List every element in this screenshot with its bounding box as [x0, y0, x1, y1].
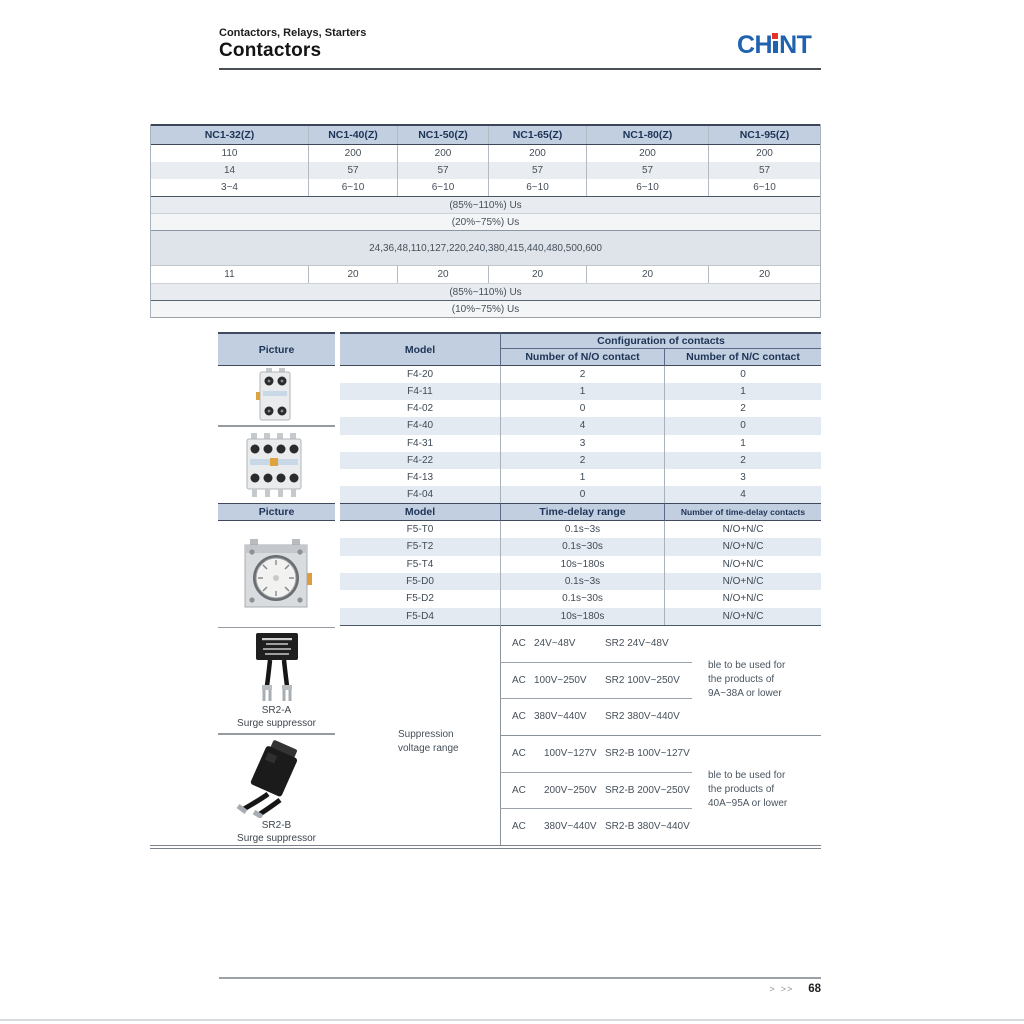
no-cell: 1 [500, 469, 664, 486]
contacts-cell: N/O+N/C [664, 538, 821, 555]
delay-model-header: Model [340, 503, 500, 521]
table-cell: 6~10 [708, 179, 820, 196]
nc-cell: 2 [664, 400, 821, 417]
range-cell: 0.1s~3s [500, 521, 664, 538]
table-row [151, 266, 820, 283]
model-cell: F5-T4 [406, 558, 434, 570]
table-cell: 57 [308, 162, 397, 179]
ac-label: AC [512, 638, 526, 649]
suppressor-model: SR2 24V~48V [605, 638, 669, 649]
table-cell: 200 [488, 145, 586, 162]
delay-picture-header: Picture [218, 503, 335, 521]
time-delay-head-picture [240, 535, 312, 615]
no-cell: 2 [500, 452, 664, 469]
model-cell: F4-02 [406, 403, 434, 415]
table-row [340, 590, 821, 607]
logo-i-stem [773, 41, 778, 53]
table-cell: 110 [221, 148, 238, 159]
next-page-icon: > [769, 984, 775, 994]
nc-cell: 3 [664, 469, 821, 486]
no-cell: 4 [500, 417, 664, 434]
nc-cell: 4 [664, 486, 821, 503]
no-cell: 0 [500, 486, 664, 503]
sr2a-picture [246, 632, 308, 704]
table-row [151, 145, 820, 162]
table-row [340, 383, 821, 400]
table-cell: 57 [397, 162, 488, 179]
note-line: the products of [708, 784, 775, 795]
table-row [340, 521, 821, 538]
footer-nav [219, 983, 821, 995]
surge-row [500, 698, 821, 735]
ac-label: AC [512, 784, 526, 796]
table-cell: 11 [224, 269, 235, 280]
ratings-header-cell: NC1-40(Z) [308, 126, 397, 144]
model-cell: F4-11 [407, 386, 433, 398]
note-line: the products of [708, 674, 775, 685]
ac-label: AC [512, 748, 526, 759]
table-row [340, 366, 821, 383]
range-cell: 0.1s~3s [500, 573, 664, 590]
surge-row [500, 735, 821, 772]
contacts-cell: N/O+N/C [664, 556, 821, 573]
note-line: ble to be used for [708, 770, 786, 781]
divider [218, 733, 335, 735]
page-edge-line [0, 1019, 1024, 1021]
model-cell: F4-13 [406, 471, 434, 483]
model-cell: F5-D4 [406, 610, 434, 622]
table-row [340, 556, 821, 573]
model-cell: F4-20 [406, 369, 434, 381]
table-row [340, 452, 821, 469]
suppressor-type: Surge suppressor [237, 718, 316, 729]
last-page-icon: >> [780, 984, 794, 994]
aux-contact-4pole-picture [244, 432, 304, 498]
voltage-range: 380V~440V [534, 711, 587, 722]
ratings-header-cell: NC1-95(Z) [708, 126, 820, 144]
sr2a-caption [218, 704, 335, 730]
table-row [340, 469, 821, 486]
suppressor-model: SR2 380V~440V [605, 711, 680, 722]
contacts-nc-header: Number of N/C contact [664, 349, 821, 366]
range-cell: 10s~180s [500, 608, 664, 625]
voltage-limit-row: (85%~110%) Us [151, 197, 820, 214]
suppressor-model: SR2-B 380V~440V [605, 821, 690, 832]
contacts-cell: N/O+N/C [664, 608, 821, 625]
logo-text-right: NT [779, 31, 812, 59]
voltage-range: 100V~250V [534, 674, 587, 686]
suppressor-model: SR2-B 100V~127V [605, 748, 690, 759]
table-cell: 20 [586, 266, 708, 283]
suppressor-type: Surge suppressor [237, 833, 316, 844]
table-row [340, 608, 821, 625]
table-cell: 3~4 [221, 182, 238, 193]
voltage-limit-row: (85%~110%) Us [151, 283, 820, 301]
model-cell: F4-22 [406, 454, 434, 466]
table-row [340, 417, 821, 434]
table-cell: 200 [708, 145, 820, 162]
delay-contacts-header: Number of time-delay contacts [664, 503, 821, 521]
table-row [151, 179, 820, 197]
contacts-no-header: Number of N/O contact [500, 349, 664, 366]
table-cell: 20 [308, 266, 397, 283]
delay-range-header: Time-delay range [500, 503, 664, 521]
sr2b-caption [218, 819, 335, 845]
no-cell: 0 [500, 400, 664, 417]
table-row [340, 435, 821, 452]
nc-cell: 2 [664, 452, 821, 469]
voltage-range: 24V~48V [534, 638, 576, 649]
table-cell: 57 [708, 162, 820, 179]
voltage-limit-row: (20%~75%) Us [151, 214, 820, 230]
table-cell: 57 [488, 162, 586, 179]
table-row [340, 573, 821, 590]
table-bottom-rule [150, 845, 821, 849]
suppressor-model: SR2-B 200V~250V [605, 784, 690, 796]
model-cell: F5-D2 [406, 593, 434, 605]
ac-label: AC [512, 821, 526, 832]
voltage-limit-row: (10%~75%) Us [151, 301, 820, 318]
model-cell: F5-D0 [406, 576, 434, 588]
logo-red-dot-icon [772, 33, 778, 39]
footer-rule [219, 977, 821, 979]
chint-logo [737, 31, 811, 60]
surge-row [500, 808, 821, 845]
voltage-range: 200V~250V [544, 784, 597, 796]
suppression-voltage-label: Suppression voltage range [398, 729, 459, 754]
contacts-config-header: Configuration of contacts [500, 332, 821, 349]
note-line: 9A~38A or lower [708, 688, 782, 699]
sr2b-picture [234, 738, 314, 818]
delay-table-body [340, 521, 821, 625]
contacts-cell: N/O+N/C [664, 521, 821, 538]
ac-label: AC [512, 711, 526, 722]
page-number: 68 [808, 983, 821, 995]
ratings-header-cell: NC1-32(Z) [204, 129, 255, 141]
range-cell: 0.1s~30s [500, 538, 664, 555]
suppressor-model: SR2 100V~250V [605, 674, 680, 686]
usage-note [708, 659, 826, 701]
range-cell: 10s~180s [500, 556, 664, 573]
nc-cell: 1 [664, 383, 821, 400]
note-line: 40A~95A or lower [708, 798, 788, 809]
ratings-header-cell: NC1-50(Z) [397, 126, 488, 144]
range-cell: 0.1s~30s [500, 590, 664, 607]
contacts-cell: N/O+N/C [664, 573, 821, 590]
table-cell: 6~10 [488, 179, 586, 196]
divider [218, 425, 335, 427]
model-cell: F5-T0 [406, 524, 434, 536]
model-cell: F4-31 [406, 437, 434, 449]
contacts-model-header: Model [340, 332, 500, 366]
table-cell: 6~10 [397, 179, 488, 196]
voltage-range: 100V~127V [544, 748, 597, 759]
ratings-header-cell: NC1-65(Z) [488, 126, 586, 144]
aux-contact-2pole-picture [255, 368, 295, 424]
coil-voltage-list: 24,36,48,110,127,220,240,380,415,440,480,500,600 [151, 230, 820, 266]
contacts-cell: N/O+N/C [664, 590, 821, 607]
suppressor-name: SR2-A [261, 705, 292, 716]
table-row [340, 486, 821, 503]
header-rule [219, 68, 821, 70]
table-cell: 6~10 [586, 179, 708, 196]
table-cell: 200 [586, 145, 708, 162]
accessories-section [218, 332, 821, 845]
table-cell: 200 [397, 145, 488, 162]
model-cell: F5-T2 [406, 541, 434, 553]
no-cell: 2 [500, 366, 664, 383]
model-cell: F4-40 [406, 420, 434, 432]
table-cell: 20 [708, 266, 820, 283]
no-cell: 1 [500, 383, 664, 400]
nc-cell: 0 [664, 417, 821, 434]
surge-row [500, 625, 821, 662]
note-line: ble to be used for [708, 660, 786, 671]
suppressor-name: SR2-B [261, 820, 292, 831]
ac-label: AC [512, 674, 526, 686]
contacts-picture-header: Picture [218, 332, 335, 366]
ratings-header-cell: NC1-80(Z) [586, 126, 708, 144]
model-cell: F4-04 [406, 488, 434, 500]
nc-cell: 1 [664, 435, 821, 452]
no-cell: 3 [500, 435, 664, 452]
voltage-range: 380V~440V [544, 821, 597, 832]
ratings-header-row [151, 124, 820, 145]
usage-note [708, 769, 826, 811]
nc-cell: 0 [664, 366, 821, 383]
logo-text-left: CH [737, 31, 773, 59]
contacts-table-body [340, 366, 821, 503]
ratings-table [150, 124, 821, 318]
divider [218, 627, 335, 628]
table-cell: 20 [397, 266, 488, 283]
table-cell: 200 [308, 145, 397, 162]
page-title: Contactors [219, 40, 322, 61]
table-cell: 20 [488, 266, 586, 283]
breadcrumb: Contactors, Relays, Starters [219, 27, 367, 39]
table-cell: 6~10 [308, 179, 397, 196]
table-cell: 14 [223, 165, 236, 176]
table-row [340, 538, 821, 555]
table-row [340, 400, 821, 417]
table-cell: 57 [586, 162, 708, 179]
table-row [151, 162, 820, 179]
